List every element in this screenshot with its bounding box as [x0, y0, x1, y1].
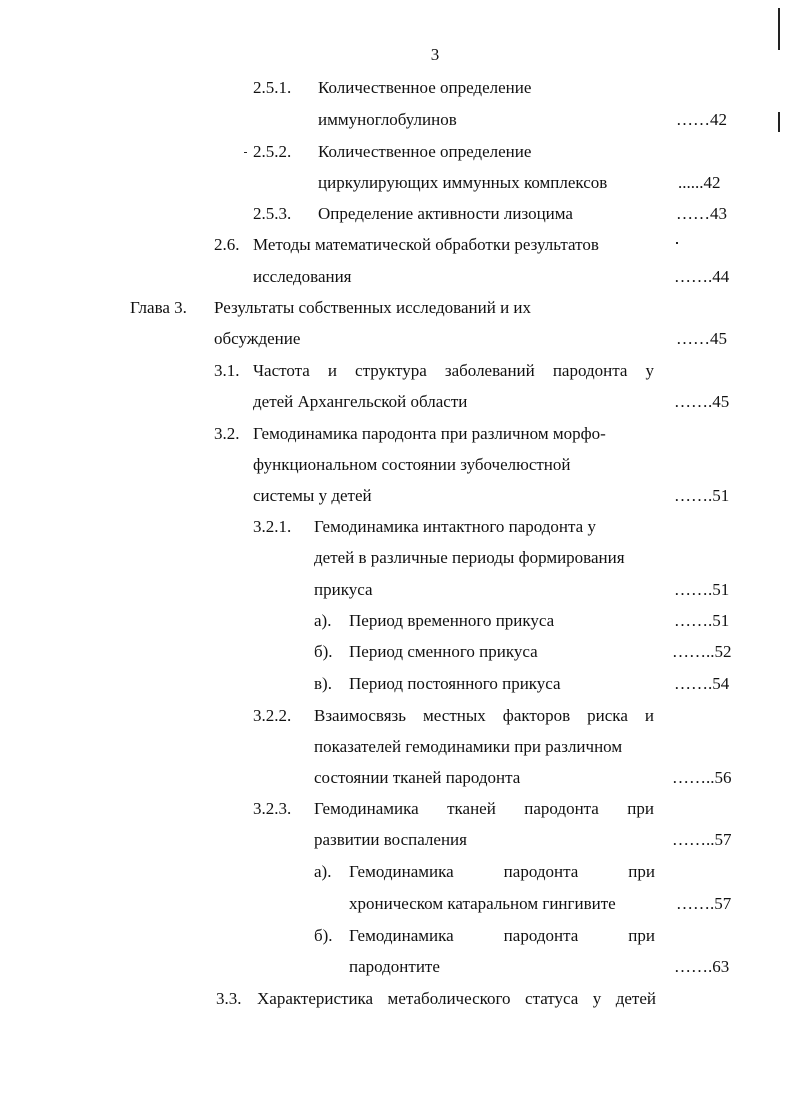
- toc-entry-page: …….51: [674, 611, 730, 630]
- toc-entry-text: прикуса: [314, 580, 373, 599]
- toc-entry-page: ……..56: [672, 768, 732, 787]
- toc-entry-text: пародонтите: [349, 957, 440, 976]
- toc-entry-page: …….57: [676, 894, 732, 913]
- toc-entry-page: …….54: [674, 674, 730, 693]
- toc-entry-text: детей Архангельской области: [253, 392, 468, 411]
- toc-entry-number: а).: [314, 862, 332, 881]
- toc-entry-text: Количественное определение: [318, 78, 532, 97]
- toc-entry-text: Гемодинамика тканей пародонта при: [314, 799, 654, 818]
- toc-entry-text: развитии воспаления: [314, 830, 467, 849]
- toc-entry-text: системы у детей: [253, 486, 372, 505]
- toc-entry-number: 2.5.3.: [253, 204, 292, 223]
- toc-entry-page: ......42: [678, 173, 721, 192]
- toc-entry-text: Гемодинамика пародонта при: [349, 926, 655, 945]
- toc-entry-page: …….44: [674, 267, 730, 286]
- scan-speck: [244, 152, 247, 153]
- toc-entry-page: ……43: [676, 204, 727, 223]
- toc-entry-number: б).: [314, 926, 333, 945]
- toc-entry-text: Определение активности лизоцима: [318, 204, 573, 223]
- toc-entry-text: Период постоянного прикуса: [349, 674, 561, 693]
- toc-entry-text: циркулирующих иммунных комплексов: [318, 173, 608, 192]
- toc-entry-page: ……..52: [672, 642, 732, 661]
- toc-entry-page: …….63: [674, 957, 730, 976]
- toc-chapter-number: Глава 3.: [130, 298, 187, 317]
- toc-entry-number: 3.1.: [214, 361, 240, 380]
- toc-entry-text: Период временного прикуса: [349, 611, 555, 630]
- page-number: 3: [430, 45, 440, 64]
- toc-entry-text: детей в различные периоды формирования: [314, 548, 625, 567]
- toc-entry-text: Результаты собственных исследований и их: [214, 298, 532, 317]
- toc-entry-text: показателей гемодинамики при различном: [314, 737, 623, 756]
- scan-edge-mark: [778, 8, 780, 50]
- toc-entry-number: 3.3.: [216, 989, 242, 1008]
- toc-entry-text: функциональном состоянии зубочелюстной: [253, 455, 571, 474]
- toc-entry-number: 3.2.3.: [253, 799, 292, 818]
- toc-entry-text: Характеристика метаболического статуса у детей: [257, 989, 656, 1008]
- toc-entry-text: Частота и структура заболеваний пародонта у: [253, 361, 654, 380]
- toc-entry-number: 3.2.2.: [253, 706, 292, 725]
- toc-entry-page: ……..57: [672, 830, 732, 849]
- toc-entry-text: Гемодинамика интактного пародонта у: [314, 517, 596, 536]
- toc-entry-number: б).: [314, 642, 333, 661]
- toc-entry-number: 2.6.: [214, 235, 240, 254]
- scan-edge-mark: [778, 112, 780, 132]
- toc-entry-text: иммуноглобулинов: [318, 110, 457, 129]
- toc-entry-text: Взаимосвязь местных факторов риска и: [314, 706, 654, 725]
- toc-entry-text: исследования: [253, 267, 352, 286]
- toc-entry-number: 3.2.1.: [253, 517, 292, 536]
- toc-entry-text: Период сменного прикуса: [349, 642, 538, 661]
- toc-entry-page: …….51: [674, 580, 730, 599]
- toc-entry-text: Гемодинамика пародонта при: [349, 862, 655, 881]
- toc-entry-text: Методы математической обработки результатов: [253, 235, 599, 254]
- toc-entry-number: 2.5.2.: [253, 142, 292, 161]
- toc-entry-number: 3.2.: [214, 424, 240, 443]
- scan-speck: [676, 242, 678, 244]
- toc-entry-number: в).: [314, 674, 332, 693]
- toc-entry-page: …….45: [674, 392, 730, 411]
- toc-entry-text: состоянии тканей пародонта: [314, 768, 521, 787]
- toc-entry-page: …….51: [674, 486, 730, 505]
- toc-entry-number: 2.5.1.: [253, 78, 292, 97]
- toc-entry-number: а).: [314, 611, 332, 630]
- toc-entry-text: Гемодинамика пародонта при различном морфо-: [253, 424, 606, 443]
- toc-entry-page: ……45: [676, 329, 727, 348]
- toc-entry-page: ……42: [676, 110, 727, 129]
- toc-entry-text: обсуждение: [214, 329, 301, 348]
- toc-entry-text: хроническом катаральном гингивите: [349, 894, 616, 913]
- toc-entry-text: Количественное определение: [318, 142, 532, 161]
